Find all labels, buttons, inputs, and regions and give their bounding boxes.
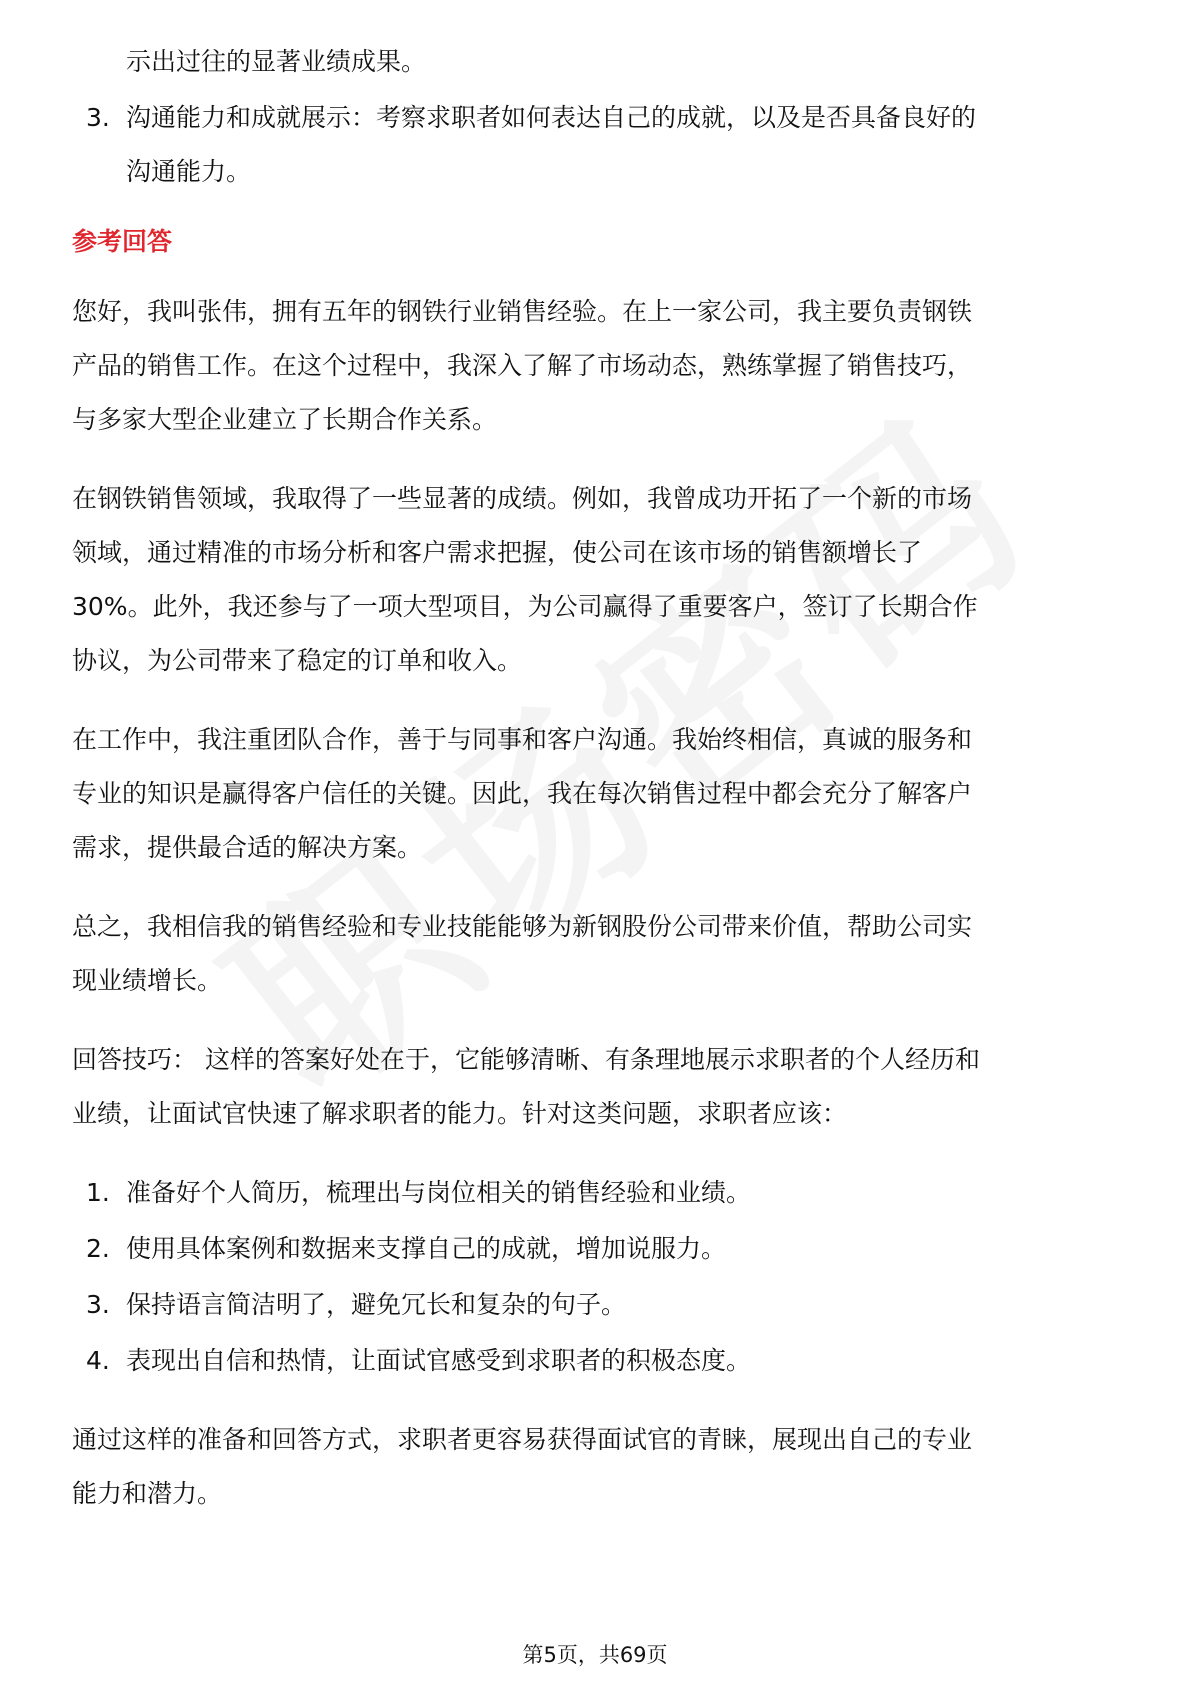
reference-heading: 参考回答 xyxy=(72,227,173,256)
tip-number: 4. xyxy=(86,1346,110,1375)
intro-item-line: 沟通能力。 xyxy=(126,157,252,186)
tips-intro-line: 回答技巧： 这样的答案好处在于，它能够清晰、有条理地展示求职者的个人经历和 xyxy=(72,1045,980,1074)
tip-item: 准备好个人简历，梳理出与岗位相关的销售经验和业绩。 xyxy=(126,1178,752,1207)
intro-item-number: 3. xyxy=(86,103,110,132)
intro-item-line: 沟通能力和成就展示：考察求职者如何表达自己的成就，以及是否具备良好的 xyxy=(126,103,977,132)
paragraph-line: 在钢铁销售领域，我取得了一些显著的成绩。例如，我曾成功开拓了一个新的市场 xyxy=(72,484,973,513)
tip-number: 2. xyxy=(86,1234,110,1263)
paragraph-line: 领域，通过精准的市场分析和客户需求把握，使公司在该市场的销售额增长了 xyxy=(72,538,923,567)
tips-intro-line: 业绩，让面试官快速了解求职者的能力。针对这类问题，求职者应该： xyxy=(72,1099,848,1128)
tip-number: 3. xyxy=(86,1290,110,1319)
paragraph-line: 专业的知识是赢得客户信任的关键。因此，我在每次销售过程中都会充分了解客户 xyxy=(72,779,973,808)
tip-item: 保持语言简洁明了，避免冗长和复杂的句子。 xyxy=(126,1290,627,1319)
paragraph-line: 您好，我叫张伟，拥有五年的钢铁行业销售经验。在上一家公司，我主要负责钢铁 xyxy=(72,297,973,326)
intro-continuation: 示出过往的显著业绩成果。 xyxy=(126,47,427,76)
tip-item: 表现出自信和热情，让面试官感受到求职者的积极态度。 xyxy=(126,1346,752,1375)
paragraph-line: 30%。此外，我还参与了一项大型项目，为公司赢得了重要客户，签订了长期合作 xyxy=(72,592,978,621)
page-footer: 第5页，共69页 xyxy=(522,1643,668,1667)
tip-number: 1. xyxy=(86,1178,110,1207)
paragraph-line: 总之，我相信我的销售经验和专业技能能够为新钢股份公司带来价值，帮助公司实 xyxy=(72,912,973,941)
tip-item: 使用具体案例和数据来支撑自己的成就，增加说服力。 xyxy=(126,1234,727,1263)
paragraph-line: 与多家大型企业建立了长期合作关系。 xyxy=(72,405,498,434)
closing-line: 能力和潜力。 xyxy=(72,1479,223,1508)
paragraph-line: 在工作中，我注重团队合作，善于与同事和客户沟通。我始终相信，真诚的服务和 xyxy=(72,725,973,754)
paragraph-line: 协议，为公司带来了稳定的订单和收入。 xyxy=(72,646,523,675)
paragraph-line: 需求，提供最合适的解决方案。 xyxy=(72,833,423,862)
paragraph-line: 现业绩增长。 xyxy=(72,966,223,995)
paragraph-line: 产品的销售工作。在这个过程中，我深入了解了市场动态，熟练掌握了销售技巧， xyxy=(72,351,973,380)
closing-line: 通过这样的准备和回答方式，求职者更容易获得面试官的青睐，展现出自己的专业 xyxy=(72,1425,973,1454)
